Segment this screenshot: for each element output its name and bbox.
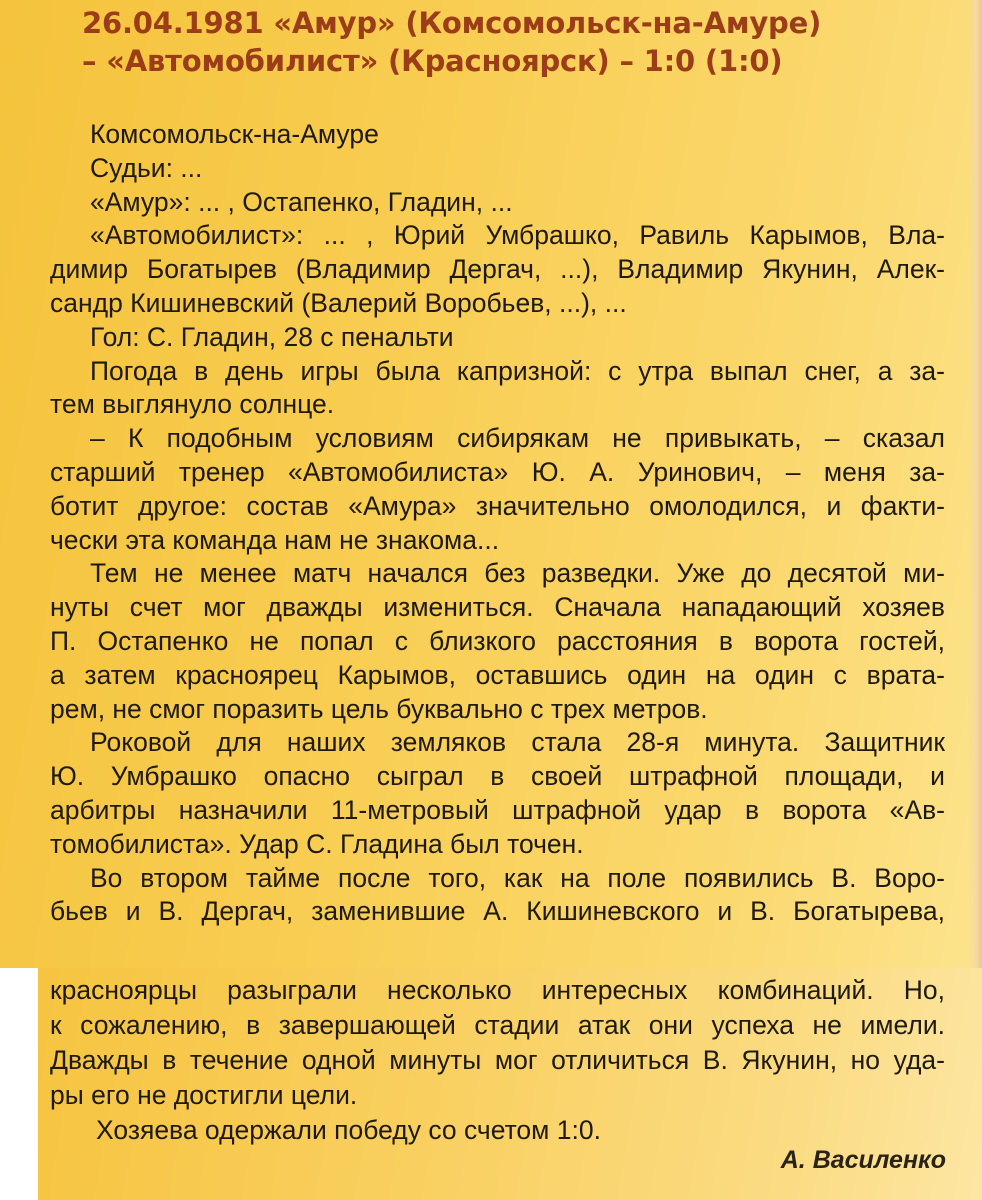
paragraph-line: томобилиста». Удар С. Гладина был точен. [50, 828, 584, 859]
avtomobilist-lineup-line-1: «Автомобилист»: ... , Юрий Умбрашко, Равиль Карымов, Вла- [90, 220, 945, 251]
paragraph-line: бьев и В. Дергач, заменившие А. Кишиневского и В. Богатырева, [50, 896, 945, 927]
paragraph-line: ры его не достигли цели. [50, 1080, 358, 1110]
paragraph-line: тем выглянуло солнце. [50, 389, 335, 420]
author-signature: А. Василенко [780, 1146, 946, 1174]
paragraph-line: ботит другое: состав «Амура» значительно омолодился, и факти- [50, 490, 945, 521]
paragraph-line: красноярцы разыграли несколько интересных комбинаций. Но, [50, 975, 945, 1005]
paragraph-line: нуты счет мог дважды измениться. Сначала нападающий хозяев [50, 592, 945, 623]
paragraph-line: Погода в день игры была капризной: с утра выпал снег, а за- [90, 355, 945, 386]
headline-line-2: – «Автомобилист» (Красноярск) – 1:0 (1:0) [82, 44, 783, 78]
paragraph-line: а затем красноярец Карымов, оставшись один на один с врата- [50, 659, 945, 690]
article-continuation [50, 973, 945, 1148]
paragraph-line: – К подобным условиям сибирякам не привыкать, – сказал [90, 423, 945, 454]
paragraph-line: арбитры назначили 11-метровый штрафной удар в ворота «Ав- [50, 794, 945, 825]
avtomobilist-lineup-line-3: сандр Кишиневский (Валерий Воробьев, ...), ... [50, 287, 627, 318]
page-edge-shadow [968, 0, 982, 968]
paragraph-line: Во втором тайме после того, как на поле появились В. Воро- [90, 862, 945, 893]
article-body [50, 118, 945, 929]
headline-line-1: 26.04.1981 «Амур» (Комсомольск-на-Амуре) [82, 6, 822, 40]
final-score-line: Хозяева одержали победу со счетом 1:0. [96, 1115, 601, 1145]
paragraph-line: рем, не смог поразить цель буквально с трех метров. [50, 693, 708, 724]
paragraph-line: чески эта команда нам не знакома... [50, 524, 500, 555]
paragraph-line: П. Остапенко не попал с близкого расстояния в ворота гостей, [50, 625, 945, 656]
avtomobilist-lineup-line-2: димир Богатырев (Владимир Дергач, ...), Владимир Якунин, Алек- [50, 254, 945, 285]
amur-lineup: «Амур»: ... , Остапенко, Гладин, ... [90, 186, 513, 217]
paragraph-line: к сожалению, в завершающей стадии атак они успеха не имели. [50, 1010, 945, 1040]
paragraph-line: Дважды в течение одной минуты мог отличиться В. Якунин, но уда- [50, 1045, 945, 1075]
goal-line: Гол: С. Гладин, 28 с пенальти [90, 321, 454, 352]
paragraph-line: Тем не менее матч начался без разведки. Уже до десятой ми- [90, 558, 945, 589]
paragraph-line: Роковой для наших земляков стала 28-я минута. Защитник [90, 727, 945, 758]
paragraph-line: старший тренер «Автомобилиста» Ю. А. Уринович, – меня за- [50, 456, 945, 487]
match-headline [82, 4, 962, 80]
paragraph-line: Ю. Умбрашко опасно сыграл в своей штрафной площади, и [50, 761, 945, 792]
venue-line: Комсомольск-на-Амуре [90, 119, 379, 149]
referees-line: Судьи: ... [90, 152, 203, 183]
